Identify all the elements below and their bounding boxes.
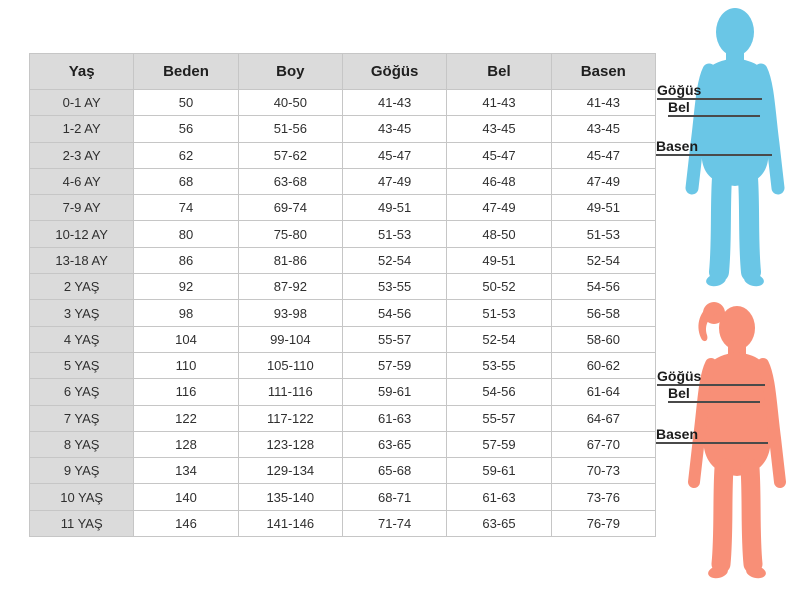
- value-cell: 55-57: [342, 326, 446, 352]
- value-cell: 61-63: [447, 484, 551, 510]
- age-cell: 10-12 AY: [30, 221, 134, 247]
- value-cell: 129-134: [238, 458, 342, 484]
- table-row: [30, 168, 656, 194]
- value-cell: 52-54: [551, 247, 655, 273]
- value-cell: 123-128: [238, 431, 342, 457]
- age-cell: 9 YAŞ: [30, 458, 134, 484]
- value-cell: 56: [134, 116, 238, 142]
- value-cell: 41-43: [551, 90, 655, 116]
- age-cell: 13-18 AY: [30, 247, 134, 273]
- size-table: [29, 53, 656, 537]
- age-cell: 8 YAŞ: [30, 431, 134, 457]
- waist-measure-text: Bel: [668, 385, 690, 401]
- value-cell: 105-110: [238, 352, 342, 378]
- value-cell: 67-70: [551, 431, 655, 457]
- value-cell: 54-56: [447, 379, 551, 405]
- value-cell: 61-63: [342, 405, 446, 431]
- value-cell: 65-68: [342, 458, 446, 484]
- child-left-leg: [719, 178, 722, 272]
- table-row: [30, 300, 656, 326]
- value-cell: 146: [134, 510, 238, 536]
- value-cell: 43-45: [447, 116, 551, 142]
- girl-left-leg: [721, 468, 724, 564]
- value-cell: 52-54: [342, 247, 446, 273]
- girl-waist-measure-label: [668, 386, 760, 403]
- value-cell: 47-49: [447, 195, 551, 221]
- value-cell: 87-92: [238, 274, 342, 300]
- value-cell: 49-51: [551, 195, 655, 221]
- table-row: [30, 90, 656, 116]
- age-cell: 1-2 AY: [30, 116, 134, 142]
- value-cell: 57-62: [238, 142, 342, 168]
- value-cell: 70-73: [551, 458, 655, 484]
- value-cell: 98: [134, 300, 238, 326]
- value-cell: 86: [134, 247, 238, 273]
- value-cell: 122: [134, 405, 238, 431]
- age-cell: 7-9 AY: [30, 195, 134, 221]
- value-cell: 48-50: [447, 221, 551, 247]
- value-cell: 49-51: [447, 247, 551, 273]
- value-cell: 93-98: [238, 300, 342, 326]
- value-cell: 80: [134, 221, 238, 247]
- child-chest-measure-label: [657, 83, 762, 100]
- value-cell: 141-146: [238, 510, 342, 536]
- value-cell: 46-48: [447, 168, 551, 194]
- value-cell: 140: [134, 484, 238, 510]
- value-cell: 99-104: [238, 326, 342, 352]
- value-cell: 52-54: [447, 326, 551, 352]
- value-cell: 71-74: [342, 510, 446, 536]
- value-cell: 59-61: [447, 458, 551, 484]
- value-cell: 117-122: [238, 405, 342, 431]
- size-table-head: [30, 54, 656, 90]
- value-cell: 45-47: [447, 142, 551, 168]
- table-row: [30, 274, 656, 300]
- value-cell: 64-67: [551, 405, 655, 431]
- value-cell: 60-62: [551, 352, 655, 378]
- value-cell: 68-71: [342, 484, 446, 510]
- value-cell: 116: [134, 379, 238, 405]
- age-cell: 4-6 AY: [30, 168, 134, 194]
- value-cell: 49-51: [342, 195, 446, 221]
- table-row: [30, 326, 656, 352]
- value-cell: 47-49: [342, 168, 446, 194]
- value-cell: 40-50: [238, 90, 342, 116]
- value-cell: 135-140: [238, 484, 342, 510]
- child-hips-measure-label: [656, 139, 772, 156]
- table-row: [30, 379, 656, 405]
- waist-measure-text: Bel: [668, 99, 690, 115]
- value-cell: 47-49: [551, 168, 655, 194]
- age-cell: 0-1 AY: [30, 90, 134, 116]
- value-cell: 53-55: [342, 274, 446, 300]
- child-right-leg: [748, 178, 751, 272]
- value-cell: 58-60: [551, 326, 655, 352]
- value-cell: 81-86: [238, 247, 342, 273]
- value-cell: 59-61: [342, 379, 446, 405]
- value-cell: 50: [134, 90, 238, 116]
- value-cell: 111-116: [238, 379, 342, 405]
- table-row: [30, 405, 656, 431]
- column-header: Boy: [238, 54, 342, 90]
- child-waist-measure-label: [668, 100, 760, 117]
- age-cell: 11 YAŞ: [30, 510, 134, 536]
- table-row: [30, 458, 656, 484]
- girl-right-leg: [750, 468, 753, 564]
- value-cell: 92: [134, 274, 238, 300]
- column-header: Göğüs: [342, 54, 446, 90]
- value-cell: 54-56: [342, 300, 446, 326]
- value-cell: 74: [134, 195, 238, 221]
- value-cell: 51-53: [551, 221, 655, 247]
- header-row: [30, 54, 656, 90]
- table-row: [30, 221, 656, 247]
- age-cell: 10 YAŞ: [30, 484, 134, 510]
- girl-chest-measure-label: [657, 369, 765, 386]
- table-row: [30, 352, 656, 378]
- table-row: [30, 116, 656, 142]
- value-cell: 128: [134, 431, 238, 457]
- value-cell: 110: [134, 352, 238, 378]
- value-cell: 51-53: [447, 300, 551, 326]
- age-cell: 2-3 AY: [30, 142, 134, 168]
- chest-measure-text: Göğüs: [657, 82, 702, 98]
- value-cell: 134: [134, 458, 238, 484]
- value-cell: 62: [134, 142, 238, 168]
- hips-measure-text: Basen: [656, 426, 699, 442]
- value-cell: 51-56: [238, 116, 342, 142]
- value-cell: 56-58: [551, 300, 655, 326]
- value-cell: 53-55: [447, 352, 551, 378]
- table-row: [30, 484, 656, 510]
- age-cell: 6 YAŞ: [30, 379, 134, 405]
- column-header: Yaş: [30, 54, 134, 90]
- table-row: [30, 195, 656, 221]
- table-row: [30, 510, 656, 536]
- value-cell: 55-57: [447, 405, 551, 431]
- value-cell: 57-59: [447, 431, 551, 457]
- girl-hips-measure-label: [656, 427, 768, 444]
- value-cell: 63-65: [342, 431, 446, 457]
- column-header: Bel: [447, 54, 551, 90]
- table-row: [30, 431, 656, 457]
- value-cell: 69-74: [238, 195, 342, 221]
- value-cell: 54-56: [551, 274, 655, 300]
- value-cell: 43-45: [342, 116, 446, 142]
- age-cell: 2 YAŞ: [30, 274, 134, 300]
- column-header: Beden: [134, 54, 238, 90]
- hips-measure-text: Basen: [656, 138, 699, 154]
- value-cell: 50-52: [447, 274, 551, 300]
- value-cell: 76-79: [551, 510, 655, 536]
- value-cell: 45-47: [551, 142, 655, 168]
- value-cell: 51-53: [342, 221, 446, 247]
- value-cell: 43-45: [551, 116, 655, 142]
- size-table-body: [30, 90, 656, 537]
- age-cell: 4 YAŞ: [30, 326, 134, 352]
- table-row: [30, 247, 656, 273]
- value-cell: 63-68: [238, 168, 342, 194]
- value-cell: 41-43: [342, 90, 446, 116]
- value-cell: 61-64: [551, 379, 655, 405]
- column-header: Basen: [551, 54, 655, 90]
- value-cell: 104: [134, 326, 238, 352]
- value-cell: 57-59: [342, 352, 446, 378]
- value-cell: 41-43: [447, 90, 551, 116]
- value-cell: 63-65: [447, 510, 551, 536]
- age-cell: 3 YAŞ: [30, 300, 134, 326]
- age-cell: 5 YAŞ: [30, 352, 134, 378]
- value-cell: 75-80: [238, 221, 342, 247]
- age-cell: 7 YAŞ: [30, 405, 134, 431]
- value-cell: 45-47: [342, 142, 446, 168]
- value-cell: 73-76: [551, 484, 655, 510]
- chest-measure-text: Göğüs: [657, 368, 702, 384]
- table-row: [30, 142, 656, 168]
- value-cell: 68: [134, 168, 238, 194]
